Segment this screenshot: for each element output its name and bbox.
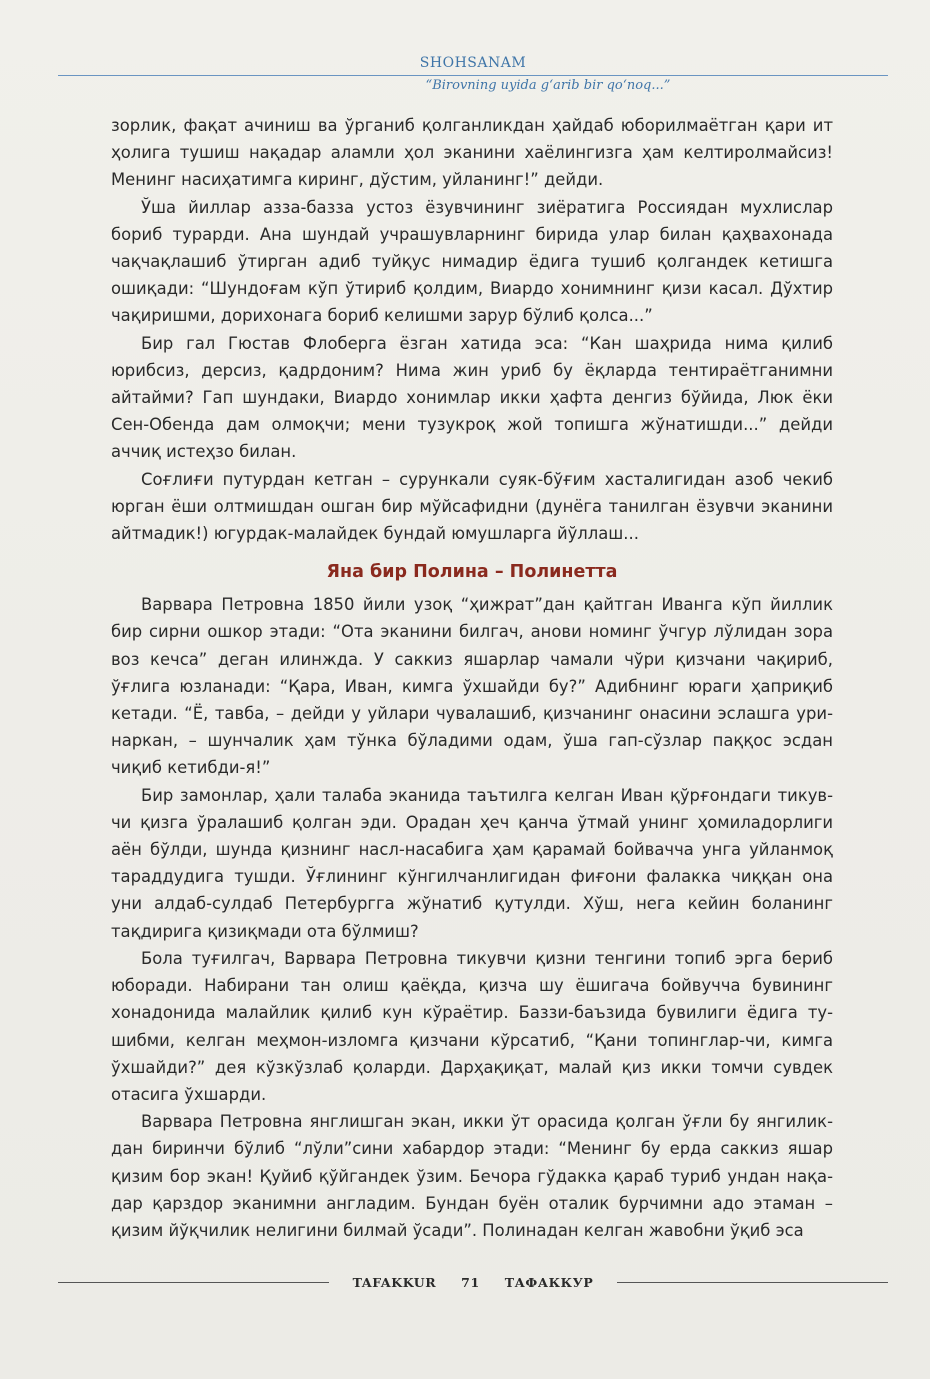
header-subtitle: “Birovning uyida g‘arib bir qo‘noq...” [425, 78, 671, 93]
page-footer [58, 1272, 888, 1292]
header-title: SHOHSANAM [419, 55, 527, 71]
footer-right-label: ТАФАККУР [504, 1274, 594, 1290]
paragraph: зорлик, фақат ачиниш ва ўрганиб қолганликдан ҳайдаб юборилмаётган қари ит ҳолига тушиш нақадар аламли ҳол эканини хаёлингизга ҳам келтиролмайсиз! Менинг насиҳатимга киринг, дўстим, уйланинг!” дейди. [111, 116, 833, 190]
page-number: 71 [461, 1274, 480, 1290]
paragraph: Варвара Петровна 1850 йили узоқ “ҳижрат”дан қайтган Иванга кўп йиллик бир сирни ошкор этади: “Ота эканини билгач, анови номинг ўчгур лўлидан зора воз кечса” деган илинжда. У саккиз яшарлар чамали чўри қизчани чақириб, ўғлига юзланади: “Қара, Иван, кимга ўхшайди бу?” Адибнинг юраги ҳаприқиб кетади. “Ё, тавба, – дейди у уйлари чувалашиб, қизчанинг онасини эслашга уринаркан, – шунчалик ҳам тўнка бўладими одам, ўша гап-сўзлар паққос эсдан чиқиб кетибди-я!” [111, 595, 833, 778]
body-text [111, 112, 833, 1244]
header-rule [58, 75, 888, 76]
footer-left-label: TAFAKKUR [352, 1274, 437, 1290]
footer-rule-left [58, 1282, 329, 1283]
section-heading: Яна бир Полина – Полинетта [326, 562, 618, 583]
paragraph: Бола туғилгач, Варвара Петровна тикувчи қизни тенгини топиб эрга бериб юборади. Набирани тан олиш қаёқда, қизча шу ёшигача бойвучча бувининг хонадонида малайлик қилиб кун кўраётир. Баззи-баъзида бувилиги ёдига тушибми, келган меҳмон-изломга қизчани кўрсатиб, “Қани топинглар-чи, кимга ўхшайди?” дея кўзкўзлаб қоларди. Дарҳақиқат, малай қиз икки томчи сувдек отасига ўхшарди. [111, 948, 833, 1104]
footer-rule-right [617, 1282, 888, 1283]
paragraph: Бир гал Гюстав Флоберга ёзган хатида эса: “Кан шаҳрида нима қилиб юрибсиз, дерсиз, қадрдоним? Нима жин уриб бу ёқларда тентираётганимни айтайми? Гап шундаки, Виардо хонимлар икки ҳафта денгиз бўйида, Люк ёки Сен-Обенда дам олмоқчи; мени тузукроқ жой топишга жўнатишди...” дейди аччиқ истеҳзо билан. [111, 333, 833, 462]
paragraph: Соғлиғи путурдан кетган – сурункали суяк-бўғим хасталигидан азоб чекиб юрган ёши олтмишдан ошган бир мўйсафидни (дунёга танилган ёзувчи эканини айтмадик!) югурдак-малайдек бундай юмушларга йўллаш... [111, 469, 833, 544]
paragraph: Бир замонлар, ҳали талаба эканида таътилга келган Иван қўрғондаги тикувчи қизга ўралашиб қолган эди. Орадан ҳеч қанча ўтмай унинг ҳомиладорлиги аён бўлди, шунда қизнинг насл-насабига ҳам қарамай бойвачча унга уйланмоқ тараддудига тушди. Ўғлининг кўнгилчанлигидан фиғони фалакка чиққан она уни алдаб-сулдаб Петербургга жўнатиб қутулди. Хўш, нега кейин боланинг тақдирига қизиқмади ота бўлмиш? [111, 785, 833, 941]
running-head [58, 54, 888, 94]
footer-text [329, 1275, 618, 1290]
paragraph: Ўша йиллар азза-базза устоз ёзувчининг зиёратига Россиядан мухлислар бориб турарди. Ана шундай учрашувларнинг бирида улар билан қаҳвахонада чақчақлашиб ўтирган адиб туйқус нимадир ёдига тушиб қолгандек кетишга ошиқади: “Шундоғам кўп ўтириб қолдим, Виардо хонимнинг қизи касал. Дўхтир чақиришми, дорихонага бориб келишми зарур бўлиб қолса...” [111, 197, 833, 326]
paragraph: Варвара Петровна янглишган экан, икки ўт орасида қолган ўғли бу янгиликдан биринчи бўлиб “лўли”сини хабардор этади: “Менинг бу ерда саккиз яшар қизим бор экан! Қуйиб қўйгандек ўзим. Бечора гўдакка қараб туриб ундан нақадар қарздор эканимни англадим. Бундан буён оталик бурчимни адо этаман – қизим йўқчилик нелигини билмай ўсади”. Полинадан келган жавобни ўқиб эса [111, 1112, 833, 1240]
